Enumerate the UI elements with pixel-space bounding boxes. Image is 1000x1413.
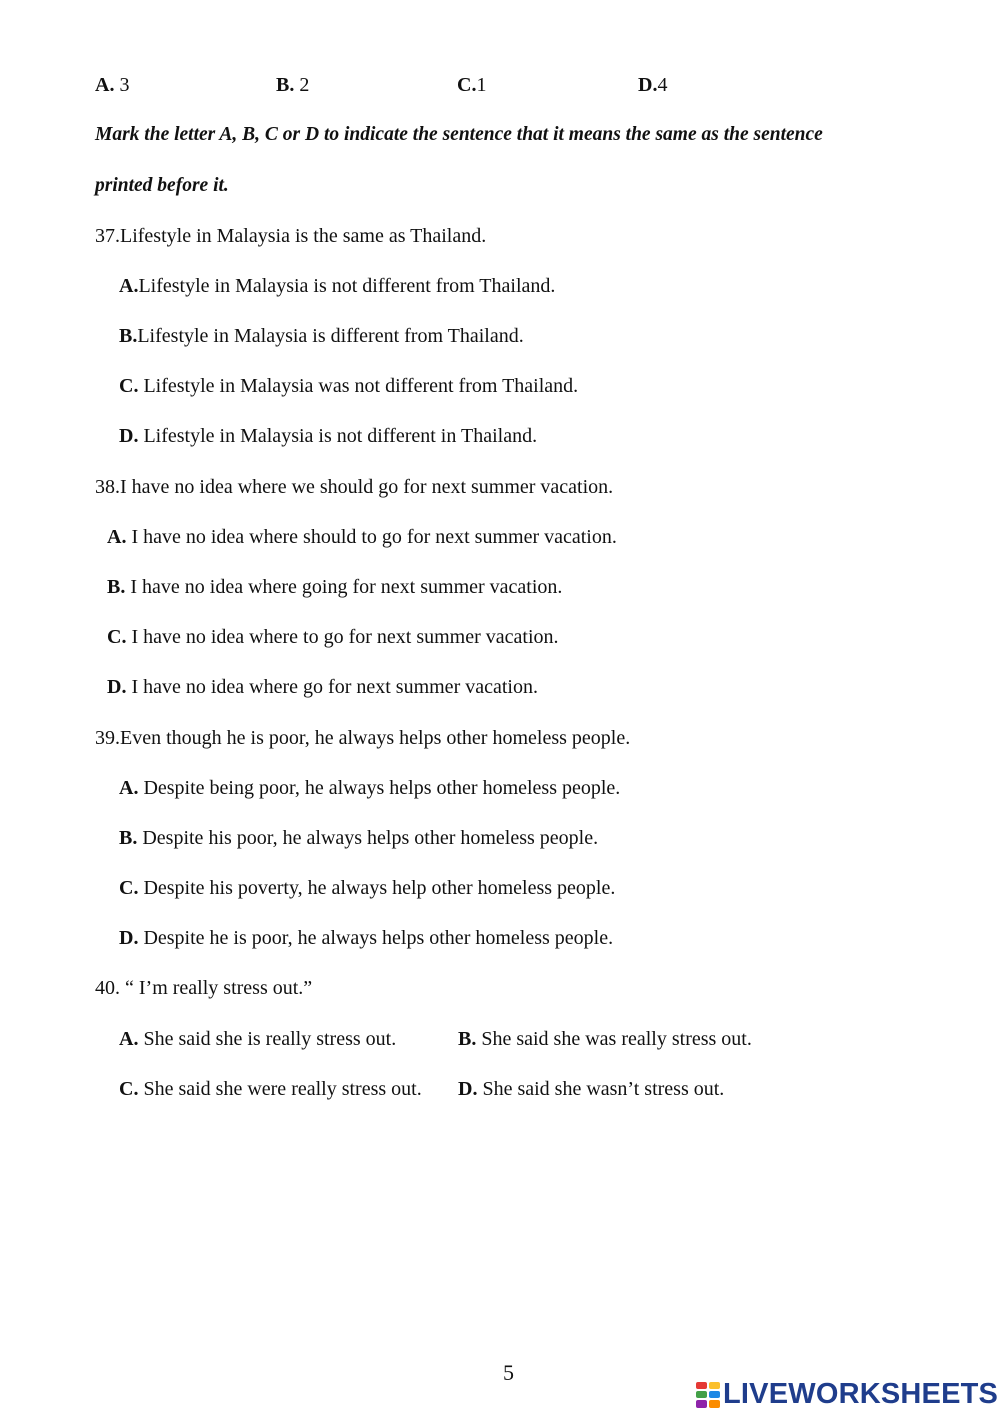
option-text: She said she is really stress out. <box>138 1028 397 1050</box>
q37-option-d[interactable] <box>119 426 537 446</box>
logo-block <box>709 1382 720 1389</box>
option-letter: D. <box>119 425 139 447</box>
option-letter: A. <box>95 74 115 96</box>
option-letter: C. <box>119 375 139 397</box>
q37-option-a[interactable] <box>119 276 555 296</box>
liveworksheets-mark-icon <box>696 1382 720 1408</box>
option-letter: C. <box>107 626 127 648</box>
option-text: I have no idea where go for next summer vacation. <box>126 676 538 698</box>
question-40-stem: 40. “ I’m really stress out.” <box>95 977 313 999</box>
top-option-d <box>638 75 667 95</box>
page-number: 5 <box>503 1360 514 1385</box>
option-text: I have no idea where should to go for next summer vacation. <box>126 526 617 548</box>
option-letter: B. <box>276 74 295 96</box>
q38-option-c[interactable] <box>107 627 559 647</box>
option-letter: B. <box>119 827 138 849</box>
question-37-stem: 37.Lifestyle in Malaysia is the same as Thailand. <box>95 225 487 247</box>
logo-block <box>709 1400 720 1407</box>
option-letter: B. <box>119 325 138 347</box>
liveworksheets-logo <box>696 1378 998 1411</box>
q38-option-d[interactable] <box>107 677 538 697</box>
option-text: I have no idea where to go for next summer vacation. <box>126 626 559 648</box>
logo-text: LIVEWORKSHEETS <box>723 1378 999 1410</box>
q37-option-c[interactable] <box>119 376 578 396</box>
option-text: She said she wasn’t stress out. <box>477 1078 725 1100</box>
option-text: Despite being poor, he always helps other homeless people. <box>138 777 621 799</box>
option-letter: A. <box>119 1028 139 1050</box>
option-text: Despite his poverty, he always help other homeless people. <box>138 877 616 899</box>
option-letter: D. <box>458 1078 478 1100</box>
option-text: Lifestyle in Malaysia is not different in Thailand. <box>138 425 538 447</box>
option-letter: C. <box>119 877 139 899</box>
q40-option-d[interactable] <box>458 1079 724 1099</box>
logo-block <box>696 1400 707 1407</box>
q39-option-a[interactable] <box>119 778 620 798</box>
option-text: Lifestyle in Malaysia is not different from Thailand. <box>138 275 556 297</box>
q38-option-a[interactable] <box>107 527 617 547</box>
option-letter: A. <box>119 275 139 297</box>
option-letter: B. <box>458 1028 477 1050</box>
instruction-line-1: Mark the letter A, B, C or D to indicate the sentence that it means the same as the sentence <box>95 124 823 145</box>
option-text: I have no idea where going for next summer vacation. <box>125 576 563 598</box>
question-38-stem: 38.I have no idea where we should go for next summer vacation. <box>95 476 614 498</box>
top-option-c <box>457 75 486 95</box>
q39-option-c[interactable] <box>119 878 615 898</box>
q38-option-b[interactable] <box>107 577 562 597</box>
option-letter: C. <box>119 1078 139 1100</box>
question-39-stem: 39.Even though he is poor, he always helps other homeless people. <box>95 727 631 749</box>
option-letter: A. <box>119 777 139 799</box>
option-text: 3 <box>114 74 130 96</box>
q37-option-b[interactable] <box>119 326 524 346</box>
option-text: Lifestyle in Malaysia was not different from Thailand. <box>138 375 579 397</box>
option-text: Lifestyle in Malaysia is different from Thailand. <box>137 325 524 347</box>
instruction-line-2: printed before it. <box>95 175 229 196</box>
option-text: Despite he is poor, he always helps other homeless people. <box>138 927 614 949</box>
logo-block <box>709 1391 720 1398</box>
q39-option-d[interactable] <box>119 928 613 948</box>
option-text: She said she was really stress out. <box>476 1028 752 1050</box>
option-text: She said she were really stress out. <box>138 1078 422 1100</box>
option-letter: D. <box>638 74 658 96</box>
option-letter: B. <box>107 576 126 598</box>
option-text: 2 <box>294 74 310 96</box>
logo-block <box>696 1391 707 1398</box>
option-letter: D. <box>107 676 127 698</box>
logo-block <box>696 1382 707 1389</box>
q40-option-b[interactable] <box>458 1029 752 1049</box>
q39-option-b[interactable] <box>119 828 598 848</box>
option-letter: A. <box>107 526 127 548</box>
q40-option-a[interactable] <box>119 1029 396 1049</box>
q40-option-c[interactable] <box>119 1079 422 1099</box>
option-text: 4 <box>657 74 668 96</box>
option-text: Despite his poor, he always helps other homeless people. <box>137 827 599 849</box>
top-option-a <box>95 75 129 95</box>
option-text: 1 <box>476 74 487 96</box>
top-option-b <box>276 75 309 95</box>
option-letter: C. <box>457 74 477 96</box>
option-letter: D. <box>119 927 139 949</box>
